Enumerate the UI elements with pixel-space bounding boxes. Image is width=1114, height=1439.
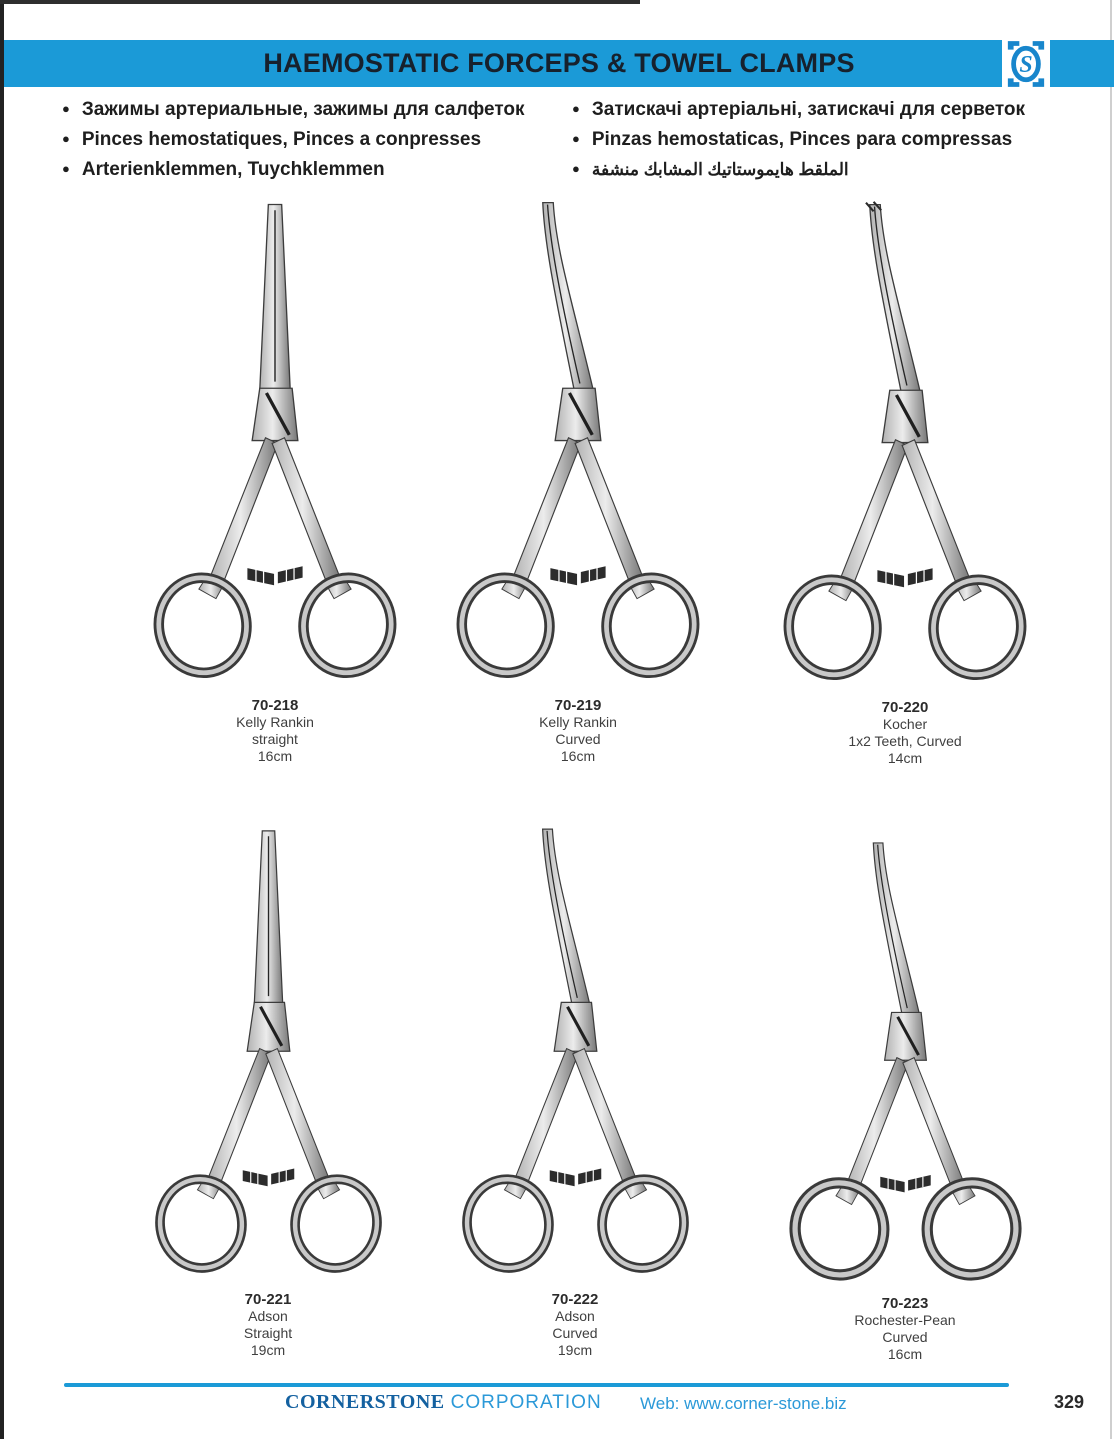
product-card <box>755 836 1055 1363</box>
product-code: 70-219 <box>554 697 602 714</box>
product-size: 16cm <box>257 748 293 764</box>
forceps-illustration <box>755 197 1055 692</box>
bullet-icon: ● <box>62 131 70 146</box>
forceps-illustration <box>425 822 725 1284</box>
list-item <box>572 124 1025 154</box>
product-name: Adson <box>248 1308 288 1324</box>
list-item <box>572 154 1025 184</box>
page-number: 329 <box>1053 1392 1084 1412</box>
bullet-icon: ● <box>572 161 580 176</box>
product-style: 1x2 Teeth, Curved <box>848 733 962 749</box>
product-code: 70-222 <box>551 1291 599 1308</box>
desc-arabic: الملقط هايموستاتيك المشابك منشفة <box>591 160 849 179</box>
brand-suffix: CORPORATION <box>450 1392 602 1413</box>
description-list-right <box>572 94 1025 184</box>
footer-company <box>285 1391 602 1414</box>
desc-french: Pinces hemostatiques, Pinces a conpresses <box>81 129 482 150</box>
bullet-icon: ● <box>572 101 580 116</box>
product-label <box>755 699 1055 767</box>
cornerstone-emblem-icon <box>1005 38 1047 90</box>
product-card <box>118 822 418 1359</box>
desc-ukrainian: Затискачі артеріальні, затискачі для серветок <box>591 99 1026 120</box>
product-name: Kocher <box>882 716 928 732</box>
cornerstone-logo <box>1002 35 1050 93</box>
product-card <box>125 195 425 765</box>
product-size: 19cm <box>250 1342 286 1358</box>
product-size: 16cm <box>887 1346 923 1362</box>
brand-name: CORNERSTONE <box>285 1391 445 1413</box>
product-card <box>755 197 1055 767</box>
product-size: 14cm <box>887 750 923 766</box>
product-label <box>425 1291 725 1359</box>
scan-edge-left <box>0 0 4 1439</box>
header-band <box>4 40 1114 87</box>
product-code: 70-220 <box>881 699 929 716</box>
bullet-icon: ● <box>62 161 70 176</box>
product-code: 70-223 <box>881 1295 929 1312</box>
product-name: Rochester-Pean <box>854 1312 956 1328</box>
product-label <box>118 1291 418 1359</box>
product-label <box>428 697 728 765</box>
product-size: 19cm <box>557 1342 593 1358</box>
product-style: Straight <box>243 1325 293 1341</box>
bullet-icon: ● <box>572 131 580 146</box>
product-label <box>755 1295 1055 1363</box>
product-label <box>125 697 425 765</box>
scan-edge-top <box>0 0 640 4</box>
list-item <box>572 94 1025 124</box>
website-url: Web: www.corner-stone.biz <box>640 1394 847 1413</box>
product-code: 70-218 <box>251 697 299 714</box>
list-item <box>62 124 525 154</box>
product-card <box>428 195 728 765</box>
product-name: Kelly Rankin <box>236 714 314 730</box>
product-style: Curved <box>555 731 601 747</box>
desc-spanish: Pinzas hemostaticas, Pinces para compressas <box>591 129 1013 150</box>
product-style: straight <box>252 731 298 747</box>
product-card <box>425 822 725 1359</box>
desc-german: Arterienklemmen, Tuychklemmen <box>81 159 385 180</box>
list-item <box>62 154 525 184</box>
forceps-illustration <box>755 836 1055 1288</box>
forceps-illustration <box>118 822 418 1284</box>
product-style: Curved <box>552 1325 598 1341</box>
product-size: 16cm <box>560 748 596 764</box>
scan-edge-right <box>1110 0 1112 1439</box>
bullet-icon: ● <box>62 101 70 116</box>
desc-russian: Зажимы артериальные, зажимы для салфеток <box>81 99 525 120</box>
description-list-left <box>62 94 525 184</box>
forceps-illustration <box>428 195 728 690</box>
page-title: HAEMOSTATIC FORCEPS & TOWEL CLAMPS <box>263 48 855 78</box>
svg-text:S: S <box>1019 52 1033 79</box>
list-item <box>62 94 525 124</box>
product-style: Curved <box>882 1329 928 1345</box>
product-name: Adson <box>555 1308 595 1324</box>
footer-rule <box>64 1383 1009 1387</box>
product-code: 70-221 <box>244 1291 292 1308</box>
forceps-illustration <box>125 195 425 690</box>
product-name: Kelly Rankin <box>539 714 617 730</box>
